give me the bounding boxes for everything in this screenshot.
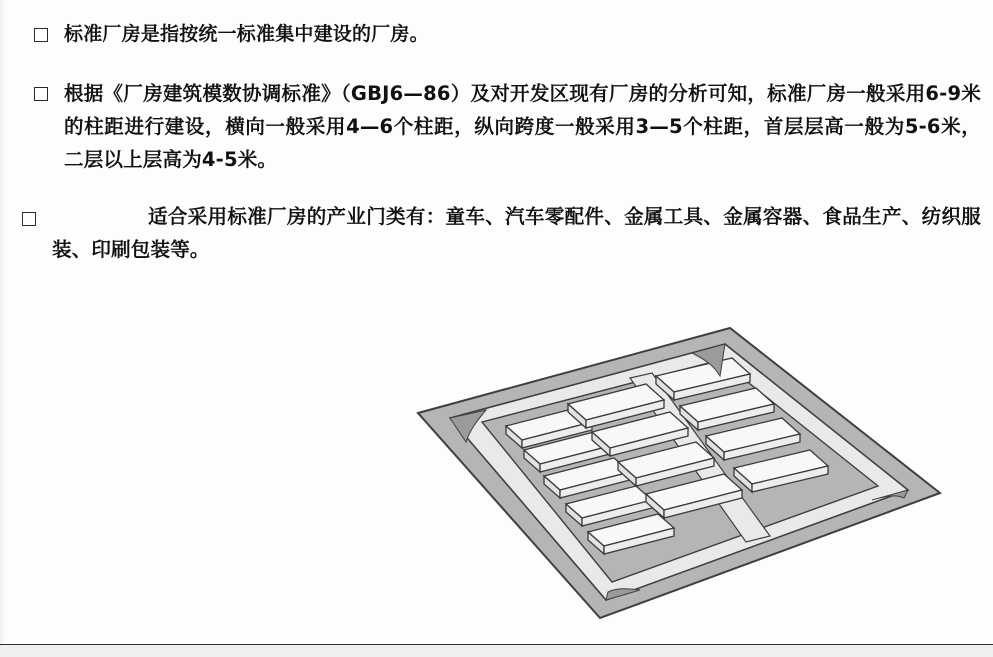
square-bullet-icon (34, 87, 48, 101)
site-plan-figure (300, 318, 960, 628)
square-bullet-icon (22, 212, 36, 226)
bullet-text-1: 标准厂房是指按统一标准集中建设的厂房。 (64, 23, 429, 45)
bullet-text-2: 根据《厂房建筑模数协调标准》（GBJ6—86）及对开发区现有厂房的分析可知，标准厂房一般采用6-9米的柱距进行建设，横向一般采用4—6个柱距，纵向跨度一般采用3—5个柱距，首层层高一般为5-6米，二层以上层高为4-5米。 (64, 82, 981, 171)
bullet-text-3: 适合采用标准厂房的产业门类有：童车、汽车零配件、金属工具、金属容器、食品生产、纺织服装、印刷包装等。 (52, 205, 981, 261)
square-bullet-icon (34, 28, 48, 42)
bullet-item-3 (0, 200, 993, 266)
bullet-item-2 (0, 77, 993, 176)
footer-strip (0, 645, 993, 657)
bullet-item-1 (0, 18, 993, 51)
bullet-list (0, 18, 993, 292)
